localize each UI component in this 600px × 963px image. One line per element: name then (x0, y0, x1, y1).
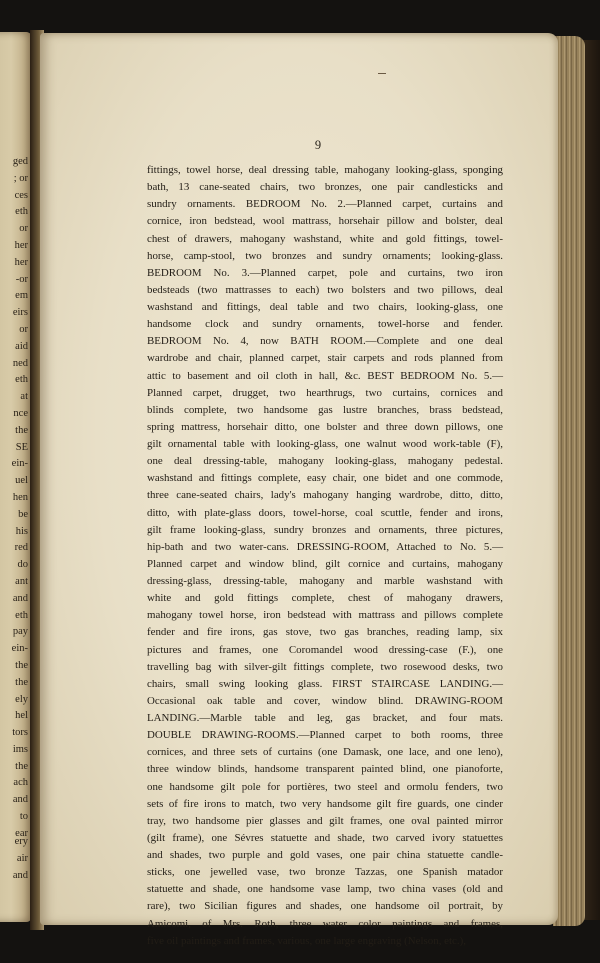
left-page-fragment: his (15, 525, 28, 537)
text-line: attic to basement and oil cloth in hall, &c. BEST BEDROOM No. 5.— (147, 369, 503, 382)
text-line: bath, 13 cane-seated chairs, two bronzes, one pair candlesticks and (147, 181, 503, 194)
left-page-fragment: the (15, 424, 28, 436)
text-line: white and gold fittings complete, chest of mahogany drawers, (147, 592, 503, 605)
text-line: handsome clock and sundry ornaments, towel-horse and fender. (147, 318, 503, 331)
left-page-fragment: her (14, 239, 28, 251)
text-line: BEDROOM No. 3.—Planned carpet, pole and curtains, two iron (147, 266, 503, 279)
body-text (147, 162, 503, 950)
text-line: Planned carpet and window blind, gilt cornice and curtains, mahogany (147, 557, 503, 570)
left-page-fragment: ged (12, 156, 28, 167)
left-page-fragment: ned (12, 357, 28, 369)
left-page-fragment: or (19, 323, 28, 335)
left-page-fragment: ach (13, 777, 28, 789)
text-line: fittings, towel horse, deal dressing table, mahogany looking-glass, sponging (147, 164, 503, 176)
text-line: washstand and fittings complete, easy chair, one bidet and one commode, (147, 472, 503, 485)
left-page-fragment: eth (15, 609, 28, 621)
text-line: gilt frame looking-glass, sundry bronzes and ornaments, three pictures, (147, 523, 503, 536)
left-page-fragment: at (20, 391, 28, 403)
left-page-fragment: her (14, 256, 28, 268)
text-line: and shades, two purple and gold vases, one pair china statuette candle- (147, 849, 503, 861)
text-line: pictures and frames, one Coromandel wood dressing-case (F.), one (147, 643, 503, 656)
text-line: three window blinds, handsome transparent painted blind, one pianoforte, (147, 763, 503, 776)
text-line: chairs, small swing looking glass. FIRST STAIRCASE LANDING.— (147, 677, 503, 690)
left-page-fragment: and (12, 794, 28, 806)
left-page-fragment: hen (12, 491, 28, 503)
left-page-fragment: ces (14, 189, 28, 201)
left-page-fragment: the (15, 760, 28, 772)
text-line: wardrobe and chair, planned carpet, stair carpets and rods planned from (147, 352, 503, 365)
left-page-fragment: eth (15, 206, 28, 218)
left-page-fragment: ein- (11, 643, 28, 655)
left-page-fragment: ant (15, 575, 28, 587)
page-number: 9 (314, 138, 322, 152)
left-page-fragment: be (18, 508, 28, 520)
text-line: Amicomi, of Mrs. Roth, three water color paintings and frames, (147, 917, 503, 930)
left-page-fragment: ely (15, 693, 28, 705)
text-line: washstand and fittings, deal table and two chairs, looking-glass, one (147, 301, 503, 313)
text-line: Occasional oak table and cover, window blind. DRAWING-ROOM (147, 694, 503, 707)
left-page-fragment: SE (15, 441, 28, 453)
left-page-fragment: nce (13, 407, 28, 419)
left-page-fragment: ims (12, 743, 28, 755)
text-line: hip-bath and two water-cans. DRESSING-ROOM, Attached to No. 5.— (147, 540, 503, 553)
left-page-fragment: and (12, 869, 28, 881)
text-line: sticks, one jewelled vase, two bronze Tazzas, one Spanish matador (147, 866, 503, 879)
left-page-fragment: eth (15, 374, 28, 386)
left-page-fragment: the (15, 676, 28, 688)
left-page-fragment: pay (12, 626, 28, 638)
text-line: spring mattress, horsehair ditto, one bolster and three down pillows, one (147, 420, 503, 433)
left-page-fragment: ery (14, 836, 28, 847)
text-line: sundry ornaments. BEDROOM No. 2.—Planned carpet, curtains and (147, 198, 503, 211)
left-page-fragment: ; or (13, 172, 28, 184)
text-line: tray, two handsome pier glasses and gilt frames, one oval painted mirror (147, 814, 503, 827)
left-page-text-fragments (0, 154, 28, 843)
text-line: Planned carpet, drugget, two hearthrugs, two curtains, cornices and (147, 386, 503, 399)
left-page-fragment: -or (15, 273, 28, 285)
text-line: rare), two Sicilian figures and shades, one handsome oil portrait, by (147, 900, 503, 913)
left-page-fragment: eirs (12, 307, 28, 319)
text-line: dressing-glass, dressing-table, mahogany and marble washstand with (147, 575, 503, 587)
left-page-fragment: ear (15, 827, 28, 839)
left-page-fragment: aid (15, 340, 28, 352)
text-line: bedsteads (two mattrasses to each) two bolsters and two pillows, deal (147, 283, 503, 296)
left-page-fragment: or (19, 223, 28, 235)
text-line: gilt ornamental table with looking-glass, one walnut wood work-table (F), (147, 438, 503, 450)
text-line: one handsome gilt pole for portières, two steel and ormolu fenders, two (147, 780, 503, 793)
text-line: blinds complete, two handsome gas lustre branches, brass bedstead, (147, 403, 503, 416)
top-mark (378, 73, 386, 74)
text-line: five oil paintings and frames, various, one large engraving (Nelson, etc.), (147, 934, 467, 947)
left-page-fragment: do (17, 559, 28, 571)
text-line: LANDING.—Marble table and leg, gas bracket, and four mats. (147, 712, 503, 724)
text-line: horse, camp-stool, two bronzes and sundry ornaments; looking-glass. (147, 249, 503, 262)
text-line: cornice, iron bedstead, wool mattrass, horsehair pillow and bolster, deal (147, 215, 503, 228)
text-line: chest of drawers, mahogany washstand, white and gold fittings, towel- (147, 232, 503, 245)
text-line: three cane-seated chairs, lady's mahogany hanging wardrobe, ditto, ditto, (147, 489, 503, 502)
text-line: DOUBLE DRAWING-ROOMS.—Planned carpet to both rooms, three (147, 729, 503, 742)
left-page-fragment: em (15, 290, 28, 302)
text-line: (gilt frame), one Sévres statuette and shade, two carved ivory statuettes (147, 831, 503, 844)
text-line: one deal dressing-table, mahogany looking-glass, mahogany pedestal. (147, 455, 503, 468)
text-line: ditto, with plate-glass doors, towel-horse, coal scuttle, fender and irons, (147, 506, 503, 519)
left-page-fragment: red (14, 542, 28, 554)
left-page-text-fragments-bottom (0, 834, 28, 884)
text-line: mahogany towel horse, iron bedstead with mattrass and pillows complete (147, 609, 503, 622)
left-page-fragment: hel (15, 710, 28, 722)
left-facing-page (0, 32, 32, 922)
left-page-fragment: the (15, 659, 28, 671)
text-line: cornices, and three sets of curtains (one Damask, one lace, and one leno), (147, 746, 503, 759)
left-page-fragment: air (16, 852, 28, 864)
text-line: sets of fire irons to match, two very handsome gilt fire guards, one cinder (147, 797, 503, 810)
left-page-fragment: ein- (11, 458, 28, 470)
left-page-fragment: and (12, 592, 28, 604)
left-page-fragment: to (19, 811, 28, 823)
text-line: statuette and shade, one handsome vase lamp, two china vases (old and (147, 883, 503, 896)
text-line: travelling bag with silver-gilt fittings complete, two rosewood desks, two (147, 660, 503, 673)
text-line: fender and fire irons, gas stove, two gas branches, reading lamp, six (147, 626, 503, 639)
left-page-fragment: tors (12, 727, 28, 739)
text-line: BEDROOM No. 4, now BATH ROOM.—Complete and one deal (147, 335, 503, 348)
left-page-fragment: uel (15, 475, 28, 487)
